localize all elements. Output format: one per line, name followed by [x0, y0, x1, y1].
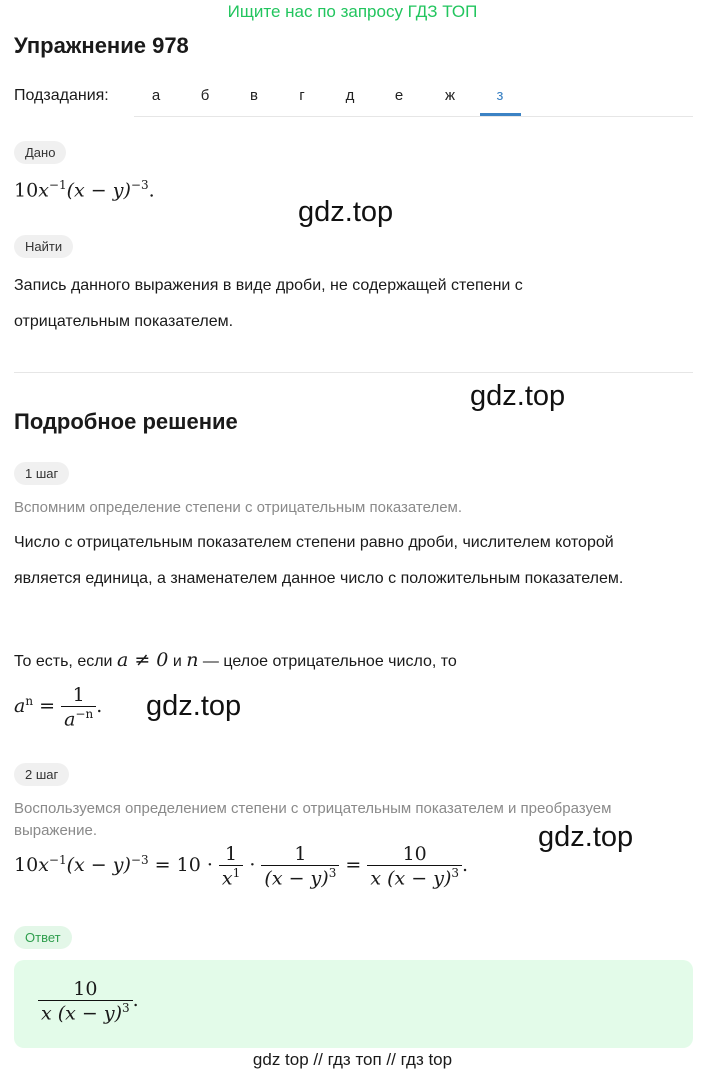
watermark: gdz.top [470, 380, 566, 412]
watermark: gdz.top [538, 821, 634, 853]
step1-badge: 1 шаг [14, 462, 69, 485]
tab-d[interactable]: д [345, 87, 355, 104]
footer-watermark: gdz top // гдз топ // гдз top [252, 1050, 453, 1069]
step1-condition: То есть, если a ≠ 0 и n — целое отрицательное число, то [14, 649, 457, 671]
tab-e[interactable]: е [394, 87, 404, 104]
step2-badge: 2 шаг [14, 763, 69, 786]
tab-zh[interactable]: ж [444, 87, 456, 104]
step1-formula: $a^n$ = $\frac{1}{a^{-n}}$ . [14, 684, 103, 731]
tab-z[interactable]: з [496, 87, 504, 104]
page-title: Упражнение 978 [14, 33, 189, 58]
answer-badge: Ответ [14, 926, 72, 949]
watermark: gdz.top [146, 690, 242, 722]
step2-hint: Воспользуемся определением степени с отрицательным показателем и преобразуем выражение. [14, 800, 612, 839]
active-tab-indicator [480, 113, 521, 116]
solution-heading: Подробное решение [14, 409, 238, 434]
step1-badge-wrap [14, 462, 69, 485]
answer-box [14, 960, 693, 1048]
promo-banner: Ищите нас по запросу ГДЗ ТОП [227, 2, 478, 21]
subtasks-tabs [134, 80, 693, 117]
tab-a[interactable]: а [151, 87, 161, 104]
subtasks-label: Подзадания: [14, 87, 109, 104]
divider [14, 372, 693, 373]
watermark: gdz.top [298, 196, 394, 228]
step1-text: Число с отрицательным показателем степени равно дроби, числителем которой является единица, а знаменателем данное число с положительным показателем. [14, 534, 624, 587]
find-text: Запись данного выражения в виде дроби, не содержащей степени с отрицательным показателем. [14, 277, 523, 330]
tab-b[interactable]: б [200, 87, 210, 104]
step2-badge-wrap [14, 763, 69, 786]
tab-v[interactable]: в [250, 87, 258, 104]
given-expression: $10x^{-1}(x - y)^{-3}$. [14, 178, 155, 202]
answer-badge-wrap [14, 926, 72, 949]
given-badge: Дано [14, 141, 66, 164]
find-badge-wrap [14, 235, 73, 258]
tab-g[interactable]: г [299, 87, 305, 104]
answer-formula: $\frac{10}{x (x - y)^3}$ . [38, 978, 139, 1024]
step2-formula: $10x^{-1}(x - y)^{-3} = 10$ · $\frac{1}{x^1}$ · $\frac{1}{(x - y)^3}$ = $\frac{10}{x (x - y)^3}$ . [14, 843, 469, 890]
step1-hint: Вспомним определение степени с отрицательным показателем. [14, 499, 463, 516]
find-badge: Найти [14, 235, 73, 258]
given-badge-wrap [14, 141, 66, 164]
